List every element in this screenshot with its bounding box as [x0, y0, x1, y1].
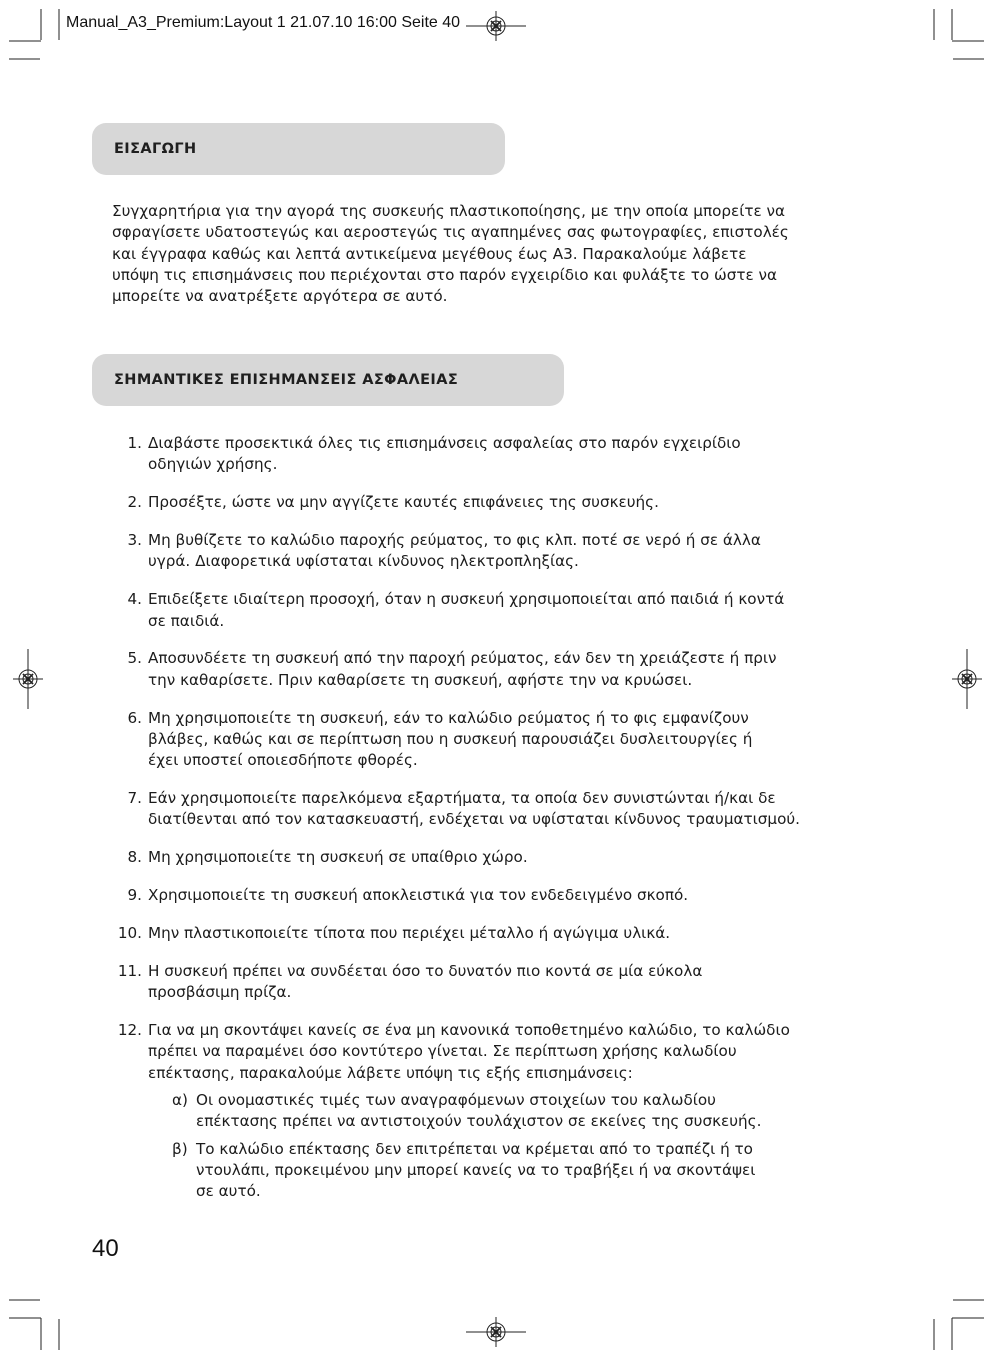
list-item — [112, 885, 882, 906]
item-line: βλάβες, καθώς και σε περίπτωση που η συσκευή παρουσιάζει δυσλειτουργίες ή — [148, 729, 753, 748]
item-line: οδηγιών χρήσης. — [148, 455, 278, 474]
item-line: Χρησιμοποιείτε τη συσκευή αποκλειστικά για τον ενδεδειγμένο σκοπό. — [148, 886, 689, 905]
item-line: Αποσυνδέετε τη συσκευή από την παροχή ρεύματος, εάν δεν τη χρειάζεστε ή πριν — [148, 649, 777, 668]
registration-mark-icon — [466, 11, 526, 41]
list-item — [112, 708, 882, 772]
item-number: 6. — [127, 708, 142, 727]
sub-item-line: Το καλώδιο επέκτασης δεν επιτρέπεται να κρέμεται από το τραπέζι ή το — [196, 1139, 753, 1158]
list-item — [112, 961, 882, 1004]
item-line: επέκτασης, παρακαλούμε λάβετε υπόψη τις εξής επισημάνσεις: — [148, 1063, 633, 1082]
list-item — [112, 433, 882, 476]
sub-item-line: σε αυτό. — [196, 1182, 261, 1201]
item-line: Η συσκευή πρέπει να συνδέεται όσο το δυνατόν πιο κοντά σε μία εύκολα — [148, 961, 703, 980]
section-heading-safety — [92, 354, 564, 406]
list-item — [112, 847, 882, 868]
list-item — [112, 492, 882, 513]
page-number: 40 — [92, 1235, 119, 1262]
safety-list — [112, 433, 882, 1219]
item-number: 3. — [127, 531, 142, 550]
item-line: Διαβάστε προσεκτικά όλες τις επισημάνσεις ασφαλείας στο παρόν εγχειρίδιο — [148, 434, 741, 452]
item-line: την καθαρίσετε. Πριν καθαρίσετε τη συσκευή, αφήστε την να κρυώσει. — [148, 670, 693, 689]
item-number: 11. — [117, 961, 142, 980]
item-number: 1. — [127, 434, 142, 452]
item-line: έχει υποστεί οποιεσδήποτε φθορές. — [148, 751, 418, 770]
item-line: Επιδείξετε ιδιαίτερη προσοχή, όταν η συσκευή χρησιμοποιείται από παιδιά ή κοντά — [148, 590, 785, 609]
item-number: 7. — [127, 789, 142, 808]
item-line: Μην πλαστικοποιείτε τίποτα που περιέχει μέταλλο ή αγώγιμα υλικά. — [148, 924, 671, 943]
item-number: 9. — [127, 886, 142, 905]
item-line: Μη χρησιμοποιείτε τη συσκευή, εάν το καλώδιο ρεύματος ή το φις εμφανίζουν — [148, 708, 749, 727]
intro-line: Συγχαρητήρια για την αγορά της συσκευής πλαστικοποίησης, με την οποία μπορείτε να — [112, 202, 786, 220]
item-line: υγρά. Διαφορετικά υφίσταται κίνδυνος ηλεκτροπληξίας. — [148, 552, 579, 571]
section-heading-text: ΕΙΣΑΓΩΓΗ — [114, 141, 197, 157]
list-item — [112, 1020, 882, 1202]
item-line: Μη βυθίζετε το καλώδιο παροχής ρεύματος, το φις κλπ. ποτέ σε νερό ή σε άλλα — [148, 531, 761, 550]
sub-item-line: επέκτασης πρέπει να αντιστοιχούν τουλάχιστον σε εκείνες της συσκευής. — [196, 1112, 762, 1131]
item-line: Μη χρησιμοποιείτε τη συσκευή σε υπαίθριο χώρο. — [148, 848, 528, 867]
registration-mark-icon — [13, 649, 43, 709]
list-item — [112, 788, 882, 831]
registration-mark-icon — [466, 1317, 526, 1347]
intro-line: μπορείτε να ανατρέξετε αργότερα σε αυτό. — [112, 287, 448, 306]
print-slug: Manual_A3_Premium:Layout 1 21.07.10 16:00 Seite 40 — [66, 14, 461, 31]
item-line: πρέπει να παραμένει όσο κοντύτερο γίνεται. Σε περίπτωση χρήσης καλωδίου — [148, 1042, 737, 1061]
intro-line: υπόψη τις επισημάνσεις που περιέχονται στο παρόν εγχειρίδιο και φυλάξτε το ώστε να — [112, 265, 778, 284]
intro-line: και έγγραφα καθώς και λεπτά αντικείμενα μεγέθους έως Α3. Παρακαλούμε λάβετε — [112, 244, 747, 263]
intro-paragraph — [112, 201, 882, 307]
sub-item-letter: β) — [172, 1139, 188, 1158]
item-line: Προσέξτε, ώστε να μην αγγίζετε καυτές επιφάνειες της συσκευής. — [148, 493, 659, 512]
item-number: 12. — [117, 1021, 142, 1040]
item-number: 2. — [127, 493, 142, 512]
item-number: 5. — [127, 649, 142, 668]
item-line: Για να μη σκοντάψει κανείς σε ένα μη κανονικά τοποθετημένο καλώδιο, το καλώδιο — [148, 1021, 790, 1040]
section-heading-intro — [92, 123, 505, 175]
sub-item-line: ντουλάπι, προκειμένου μην μπορεί κανείς να το τραβήξει ή να σκοντάψει — [196, 1160, 756, 1179]
item-line: προσβάσιμη πρίζα. — [148, 983, 292, 1002]
sub-item-letter: α) — [172, 1091, 188, 1110]
item-number: 10. — [117, 924, 142, 943]
item-line: σε παιδιά. — [148, 611, 225, 630]
item-number: 8. — [127, 848, 142, 867]
sub-item — [172, 1139, 882, 1203]
item-number: 4. — [127, 590, 142, 609]
list-item — [112, 589, 882, 632]
sub-item-line: Οι ονομαστικές τιμές των αναγραφόμενων στοιχείων του καλωδίου — [196, 1091, 716, 1110]
registration-mark-icon — [952, 649, 982, 709]
intro-line: σφραγίσετε υδατοστεγώς και αεροστεγώς τις αγαπημένες σας φωτογραφίες, επιστολές — [112, 223, 789, 242]
list-item — [112, 648, 882, 691]
list-item — [112, 530, 882, 573]
sub-item — [172, 1090, 882, 1133]
section-heading-text: ΣΗΜΑΝΤΙΚΕΣ ΕΠΙΣΗΜΑΝΣΕΙΣ ΑΣΦΑΛΕΙΑΣ — [114, 372, 459, 388]
sub-list — [172, 1090, 882, 1202]
item-line: Εάν χρησιμοποιείτε παρελκόμενα εξαρτήματα, τα οποία δεν συνιστώνται ή/και δε — [148, 789, 776, 808]
item-line: διατίθενται από τον κατασκευαστή, ενδέχεται να υφίσταται κίνδυνος τραυματισμού. — [148, 810, 800, 829]
list-item — [112, 923, 882, 944]
